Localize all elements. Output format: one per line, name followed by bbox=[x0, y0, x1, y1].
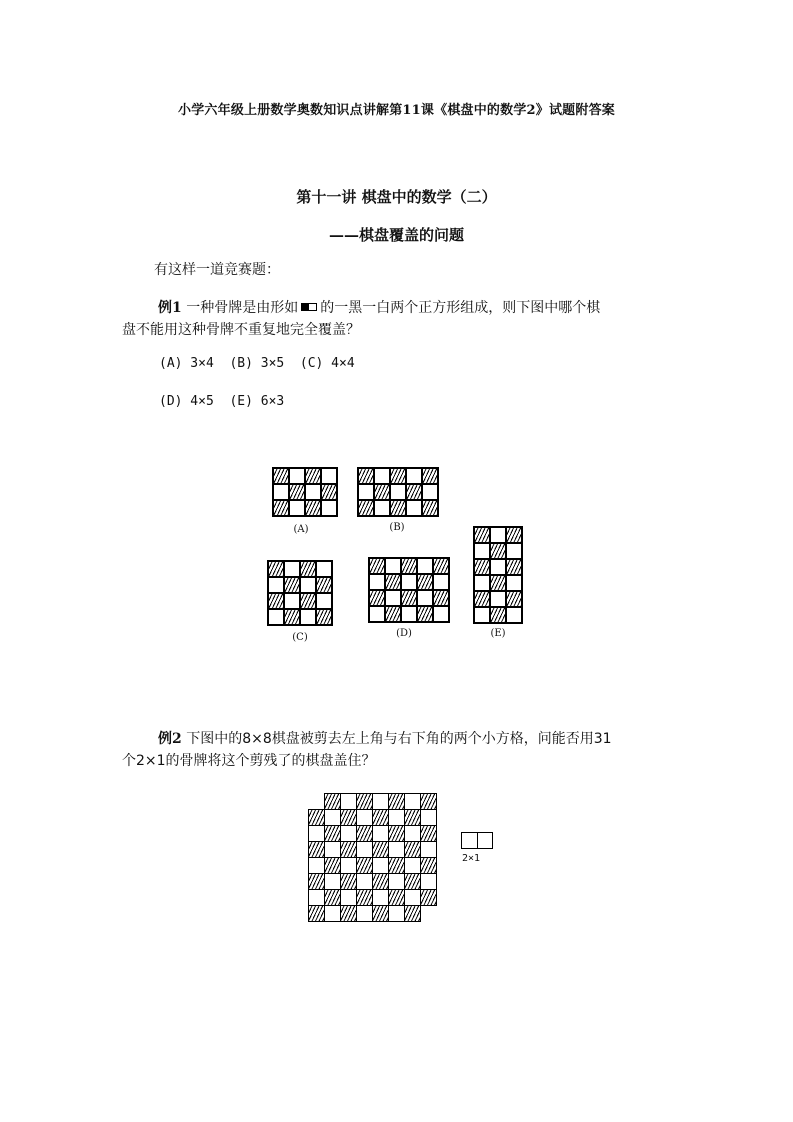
domino-2x1 bbox=[461, 832, 493, 849]
board-cell bbox=[369, 574, 385, 590]
board-cell bbox=[372, 873, 389, 890]
board-cell bbox=[506, 591, 522, 607]
example1-text-line2: 盘不能用这种骨牌不重复地完全覆盖？ bbox=[122, 322, 360, 338]
example2-text bbox=[122, 728, 692, 772]
board-cell bbox=[490, 575, 506, 591]
board-cell bbox=[284, 593, 300, 609]
board-cell bbox=[433, 574, 449, 590]
board-cell bbox=[356, 793, 373, 810]
intro-text: 有这样一道竞赛题： bbox=[154, 262, 280, 278]
board-cell bbox=[300, 593, 316, 609]
board-cell bbox=[372, 905, 389, 922]
example1-text-a: 一种骨牌是由形如 bbox=[186, 300, 299, 316]
example1-text-b: 的一黑一白两个正方形组成，则下图中哪个棋 bbox=[320, 300, 601, 316]
board-cell bbox=[324, 825, 341, 842]
board-cell bbox=[474, 559, 490, 575]
board-cell bbox=[321, 468, 337, 484]
mutilated-chessboard bbox=[308, 793, 438, 923]
board-a bbox=[272, 467, 338, 517]
board-cell bbox=[420, 841, 437, 858]
board-cell bbox=[474, 607, 490, 623]
board-cell bbox=[406, 500, 422, 516]
board-cell bbox=[420, 793, 437, 810]
board-cell bbox=[404, 793, 421, 810]
board-cell bbox=[404, 857, 421, 874]
board-cell bbox=[506, 607, 522, 623]
lecture-title: 第十一讲 棋盘中的数学（二） bbox=[296, 188, 497, 206]
board-cell bbox=[474, 543, 490, 559]
board-cell bbox=[308, 809, 325, 826]
board-cell bbox=[401, 606, 417, 622]
board-cell bbox=[340, 841, 357, 858]
board-cell bbox=[289, 500, 305, 516]
board-cell bbox=[358, 484, 374, 500]
board-cell bbox=[404, 825, 421, 842]
domino-icon bbox=[301, 303, 317, 311]
board-cell bbox=[404, 905, 421, 922]
board-cell bbox=[289, 468, 305, 484]
board-cell bbox=[340, 809, 357, 826]
board-a-label: (A) bbox=[293, 524, 309, 535]
board-cell bbox=[417, 574, 433, 590]
board-cell bbox=[316, 609, 332, 625]
board-cell bbox=[268, 593, 284, 609]
board-cell bbox=[404, 873, 421, 890]
board-cell bbox=[401, 590, 417, 606]
board-cell bbox=[273, 468, 289, 484]
board-cell bbox=[356, 857, 373, 874]
board-cell bbox=[268, 609, 284, 625]
document-title: 小学六年级上册数学奥数知识点讲解第11课《棋盘中的数学2》试题附答案 bbox=[178, 103, 615, 118]
board-cell bbox=[420, 809, 437, 826]
board-cell bbox=[356, 825, 373, 842]
board-cell bbox=[417, 558, 433, 574]
board-d bbox=[368, 557, 450, 623]
board-e bbox=[473, 526, 523, 624]
board-cell bbox=[340, 825, 357, 842]
board-d-label: (D) bbox=[396, 628, 412, 639]
board-cell bbox=[308, 857, 325, 874]
example2-text-line1: 下图中的8×8棋盘被剪去左上角与右下角的两个小方格，问能否用31 bbox=[186, 731, 612, 747]
board-cell bbox=[420, 825, 437, 842]
board-cell bbox=[369, 558, 385, 574]
board-cell bbox=[324, 905, 341, 922]
board-cell bbox=[506, 575, 522, 591]
board-cell bbox=[385, 590, 401, 606]
example1-options-line2: (D) 4×5 (E) 6×3 bbox=[159, 394, 285, 409]
board-cell bbox=[324, 809, 341, 826]
board-cell bbox=[388, 825, 405, 842]
board-cell bbox=[422, 468, 438, 484]
board-cell bbox=[433, 558, 449, 574]
board-cell bbox=[506, 543, 522, 559]
board-cell bbox=[490, 591, 506, 607]
board-cell bbox=[388, 841, 405, 858]
board-cell bbox=[474, 575, 490, 591]
board-cell bbox=[406, 484, 422, 500]
board-cell bbox=[420, 873, 437, 890]
board-cell bbox=[385, 558, 401, 574]
board-cell bbox=[420, 857, 437, 874]
board-cell bbox=[268, 561, 284, 577]
board-cell bbox=[372, 793, 389, 810]
board-cell bbox=[401, 558, 417, 574]
board-cell bbox=[268, 577, 284, 593]
board-cell bbox=[305, 484, 321, 500]
board-cell bbox=[420, 889, 437, 906]
board-cell bbox=[284, 577, 300, 593]
board-cell bbox=[308, 825, 325, 842]
board-cell bbox=[374, 484, 390, 500]
board-cell bbox=[401, 574, 417, 590]
board-cell bbox=[340, 905, 357, 922]
board-cell bbox=[340, 793, 357, 810]
domino-2x1-label: 2×1 bbox=[462, 853, 481, 864]
board-cell bbox=[273, 500, 289, 516]
board-cell bbox=[340, 857, 357, 874]
example1-label: 例1 bbox=[158, 300, 182, 316]
board-cell bbox=[305, 468, 321, 484]
board-cell bbox=[308, 889, 325, 906]
board-cell bbox=[324, 857, 341, 874]
board-cell bbox=[308, 905, 325, 922]
board-cell bbox=[406, 468, 422, 484]
board-cell bbox=[358, 500, 374, 516]
lecture-subtitle: ——棋盘覆盖的问题 bbox=[328, 226, 464, 244]
board-cell bbox=[404, 809, 421, 826]
board-cell bbox=[372, 825, 389, 842]
board-cell bbox=[316, 577, 332, 593]
board-cell bbox=[374, 500, 390, 516]
board-cell bbox=[385, 606, 401, 622]
board-cell bbox=[316, 593, 332, 609]
board-cell bbox=[390, 468, 406, 484]
example2-text-line2: 个2×1的骨牌将这个剪残了的棋盘盖住？ bbox=[122, 753, 376, 769]
board-cell bbox=[356, 873, 373, 890]
board-cell bbox=[356, 905, 373, 922]
board-cell bbox=[490, 607, 506, 623]
board-cell bbox=[404, 889, 421, 906]
board-cell bbox=[273, 484, 289, 500]
board-cell bbox=[300, 609, 316, 625]
board-cell bbox=[300, 577, 316, 593]
board-cell bbox=[506, 559, 522, 575]
board-cell bbox=[422, 484, 438, 500]
board-cell bbox=[308, 873, 325, 890]
board-cell bbox=[372, 841, 389, 858]
board-cell bbox=[417, 606, 433, 622]
board-cell bbox=[284, 561, 300, 577]
board-cell bbox=[417, 590, 433, 606]
board-cell bbox=[305, 500, 321, 516]
board-cell bbox=[324, 841, 341, 858]
board-cell bbox=[324, 889, 341, 906]
board-cell bbox=[284, 609, 300, 625]
board-cell bbox=[374, 468, 390, 484]
board-cell bbox=[490, 559, 506, 575]
board-cell bbox=[390, 484, 406, 500]
board-cell bbox=[490, 527, 506, 543]
board-cell bbox=[404, 841, 421, 858]
board-c bbox=[267, 560, 333, 626]
board-cell bbox=[300, 561, 316, 577]
board-cell bbox=[388, 873, 405, 890]
example1-options-line1: (A) 3×4 (B) 3×5 (C) 4×4 bbox=[159, 356, 355, 371]
board-cell bbox=[506, 527, 522, 543]
board-cell bbox=[433, 606, 449, 622]
board-cell bbox=[422, 500, 438, 516]
board-cell bbox=[316, 561, 332, 577]
board-cell bbox=[324, 793, 341, 810]
board-cell bbox=[388, 857, 405, 874]
board-cell bbox=[356, 841, 373, 858]
board-cell bbox=[474, 527, 490, 543]
board-cell bbox=[388, 809, 405, 826]
example1-text bbox=[122, 297, 682, 341]
board-cell bbox=[388, 793, 405, 810]
example2-label: 例2 bbox=[158, 731, 182, 747]
board-b bbox=[357, 467, 439, 517]
board-b-label: (B) bbox=[389, 522, 405, 533]
board-cell bbox=[372, 809, 389, 826]
board-cell bbox=[388, 905, 405, 922]
board-cell bbox=[372, 889, 389, 906]
board-c-label: (C) bbox=[292, 632, 308, 643]
board-cell bbox=[372, 857, 389, 874]
board-cell bbox=[358, 468, 374, 484]
board-cell bbox=[433, 590, 449, 606]
board-cell bbox=[321, 484, 337, 500]
board-e-label: (E) bbox=[490, 628, 506, 639]
board-cell bbox=[356, 809, 373, 826]
board-cell bbox=[356, 889, 373, 906]
board-cell bbox=[390, 500, 406, 516]
board-cell bbox=[388, 889, 405, 906]
board-cell bbox=[490, 543, 506, 559]
board-cell bbox=[324, 873, 341, 890]
board-cell bbox=[289, 484, 305, 500]
board-cell bbox=[369, 590, 385, 606]
board-cell bbox=[321, 500, 337, 516]
board-cell bbox=[340, 873, 357, 890]
board-cell bbox=[340, 889, 357, 906]
board-cell bbox=[308, 841, 325, 858]
board-cell bbox=[474, 591, 490, 607]
board-cell bbox=[369, 606, 385, 622]
board-cell bbox=[385, 574, 401, 590]
